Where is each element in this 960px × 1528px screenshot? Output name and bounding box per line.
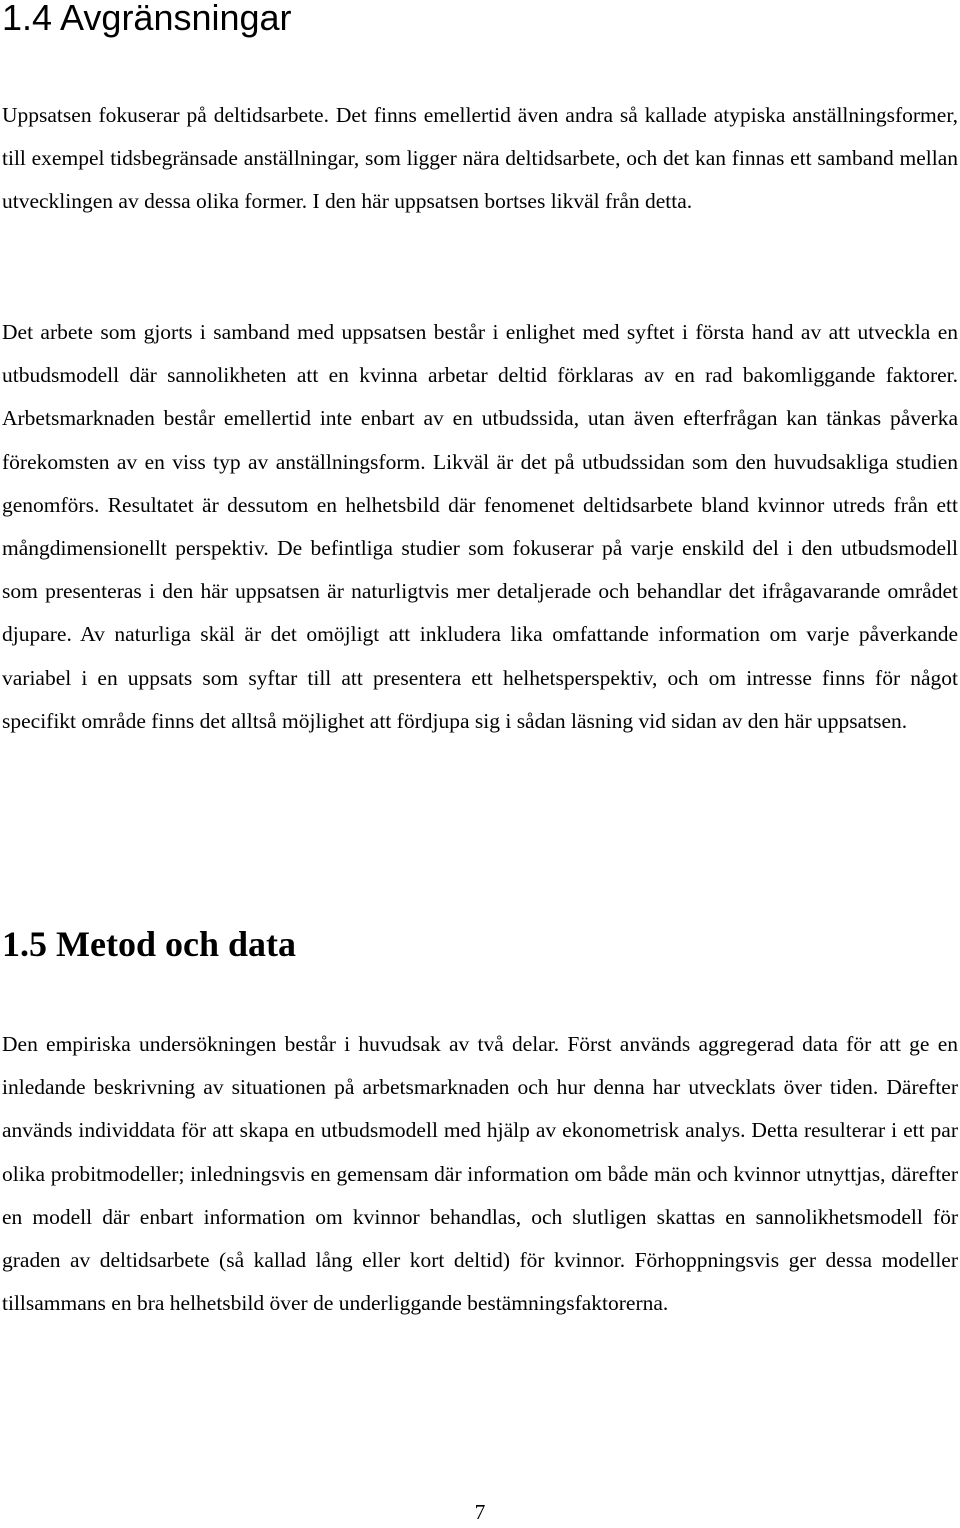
paragraph-avgransningar-2: Det arbete som gjorts i samband med uppsatsen består i enlighet med syftet i första hand av att utveckla en utbudsmodell där sannolikheten att en kvinna arbetar deltid förklaras av en rad bakomliggande faktorer. Arbetsmarknaden består emellertid inte enbart av en utbudssida, utan även efterfrågan kan tänkas påverka förekomsten av en viss typ av anställningsform. Likväl är det på utbudssidan som den huvudsakliga studien genomförs. Resultatet är dessutom en helhetsbild där fenomenet deltidsarbete bland kvinnor utreds från ett mångdimensionellt perspektiv. De befintliga studier som fokuserar på varje enskild del i den utbudsmodell som presenteras i den här uppsatsen är naturligtvis mer detaljerade och behandlar det ifrågavarande området djupare. Av naturliga skäl är det omöjligt att inkludera lika omfattande information om varje påverkande variabel i en uppsats som syftar till att presentera ett helhetsperspektiv, och om intresse finns för något specifikt område finns det alltså möjlighet att fördjupa sig i sådan läsning vid sidan av den här uppsatsen. xyxy=(2,320,958,733)
paragraph-avgransningar-1: Uppsatsen fokuserar på deltidsarbete. Det finns emellertid även andra så kallade atypiska anställningsformer, till exempel tidsbegränsade anställningar, som ligger nära deltidsarbete, och det kan finnas ett samband mellan utvecklingen av dessa olika former. I den här uppsatsen bortses likväl från detta. xyxy=(2,103,958,214)
paragraph-metod-och-data: Den empiriska undersökningen består i huvudsak av två delar. Först används aggregerad data för att ge en inledande beskrivning av situationen på arbetsmarknaden och hur denna har utvecklats över tiden. Därefter används individdata för att skapa en utbudsmodell med hjälp av ekonometrisk analys. Detta resulterar i ett par olika probitmodeller; inledningsvis en gemensam där information om både män och kvinnor utnyttjas, därefter en modell där enbart information om kvinnor behandlas, och slutligen skattas en sannolikhetsmodell för graden av deltidsarbete (så kallad lång eller kort deltid) för kvinnor. Förhoppningsvis ger dessa modeller tillsammans en bra helhetsbild över de underliggande bestämningsfaktorerna. xyxy=(2,1032,958,1316)
section-heading-avgransningar: 1.4 Avgränsningar xyxy=(2,0,292,38)
page-number: 7 xyxy=(474,1500,486,1524)
section-heading-metod-och-data: 1.5 Metod och data xyxy=(2,924,296,964)
